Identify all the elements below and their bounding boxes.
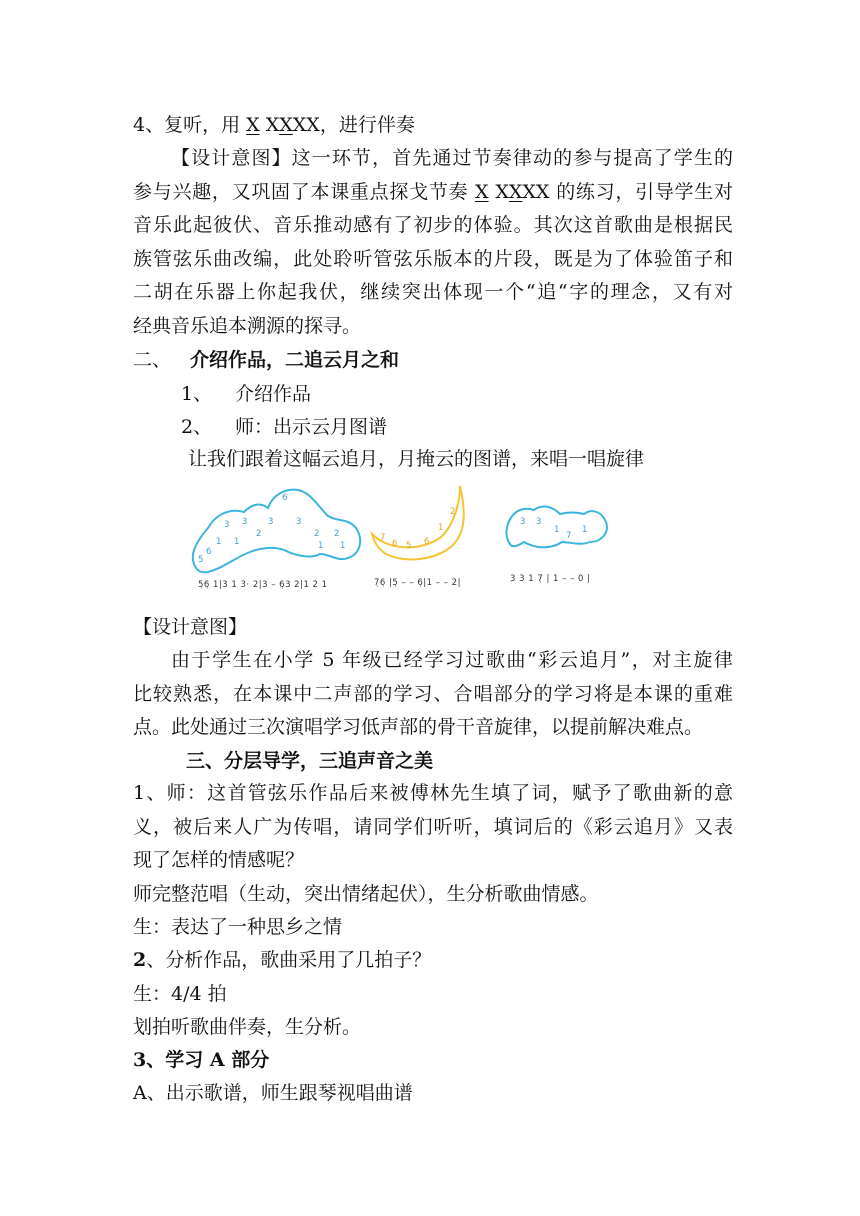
part-a-line: A、出示歌谱，师生跟琴视唱曲谱 — [133, 1082, 413, 1104]
design-intent-2-heading: 【设计意图】 — [133, 616, 248, 638]
diagram-digit: 6 — [206, 547, 212, 557]
diagram-digit: 6 — [282, 493, 288, 503]
section-2-number: 二、 — [133, 349, 172, 371]
diagram-digit: 6 — [392, 539, 398, 549]
notation-2: 7̣6̣ |5̣ – – 6̣|1 – – 2| — [374, 578, 461, 588]
diagram-digit: 1 — [216, 537, 222, 547]
rhythm-x: X — [246, 114, 260, 136]
section-2-intro: 让我们跟着这幅云追月，月掩云的图谱，来唱一唱旋律 — [188, 448, 645, 470]
rhythm-x-underlined: X — [279, 114, 293, 136]
student-answer-1: 生：表达了一种思乡之情 — [133, 916, 343, 938]
student-answer-2: 生：4/4 拍 — [133, 983, 227, 1005]
step-4-suffix: ，进行伴奏 — [319, 114, 415, 136]
teacher-question-1-line: 现了怎样的情感呢？ — [133, 849, 305, 871]
section-2-item: 2、 师：出示云月图谱 — [181, 416, 388, 438]
rhythm-x: X — [259, 114, 280, 136]
design-intent-1 — [133, 142, 733, 343]
diagram-digit: 7 — [566, 531, 572, 541]
diagram-digit: 3 — [224, 520, 230, 530]
design-intent-1-line: 经典音乐追本溯源的探寻。 — [133, 314, 362, 337]
diagram-digit: 1 — [554, 525, 560, 535]
diagram-digit: 3 — [268, 517, 274, 527]
diagram-digit: 2 — [450, 507, 456, 517]
cloud-moon-drawing — [188, 482, 628, 574]
diagram-digit: 3 — [296, 517, 302, 527]
diagram-digit: 1 — [318, 541, 324, 551]
question-2-line: 2、分析作品，歌曲采用了几拍子？ — [133, 949, 432, 971]
step-4-line — [133, 108, 415, 142]
diagram-digit: 3 — [242, 517, 248, 527]
notation-1: 5̣6̣ 1|3 1 3· 2|3 – 6̣3 2|1 2 1 — [198, 580, 328, 590]
diagram-digit: 6 — [424, 537, 430, 547]
notation-3: 3 3 1 7̣ | 1 – – 0 | — [510, 574, 591, 584]
section-3-heading: 三、分层导学，三追声音之美 — [186, 750, 434, 772]
design-intent-1-line: 【设计意图】这一环节，首先通过节奏律动的参与提高了学生的 — [171, 147, 733, 169]
diagram-digit: 1 — [340, 541, 346, 551]
diagram-digit: 3 — [520, 517, 526, 527]
diagram-digit: 1 — [438, 523, 444, 533]
cloud-moon-diagram — [188, 482, 628, 594]
diagram-digit: 2 — [314, 529, 320, 539]
section-2-title: 介绍作品，二追云月之和 — [190, 349, 400, 371]
teacher-demo-line: 师完整范唱（生动，突出情绪起伏），生分析歌曲情感。 — [133, 883, 599, 905]
rhythm-xx: XX — [292, 114, 320, 136]
beat-line: 划拍听歌曲伴奏，生分析。 — [133, 1016, 362, 1038]
step-3-heading: 3、学习 A 部分 — [133, 1049, 270, 1071]
teacher-question-1-line: 义，被后来人广为传唱，请同学们听听，填词后的《彩云追月》又表 — [133, 815, 733, 838]
section-2-heading — [133, 343, 400, 377]
diagram-digit: 5 — [198, 555, 204, 565]
design-intent-1-line: 二胡在乐器上你起我伏，继续突出体现一个“追“字的理念，又有对 — [133, 281, 733, 303]
design-intent-2-line: 比较熟悉，在本课中二声部的学习、合唱部分的学习将是本课的重难 — [133, 682, 733, 705]
design-intent-2-line: 点。此处通过三次演唱学习低声部的骨干音旋律，以提前解决难点。 — [133, 716, 704, 738]
design-intent-1-line: 音乐此起彼伏、音乐推动感有了初步的体验。其次这首歌曲是根据民 — [133, 214, 733, 236]
diagram-digit: 5 — [406, 541, 412, 551]
diagram-digit: 2 — [256, 529, 262, 539]
design-intent-2 — [133, 644, 733, 745]
design-intent-1-line: 族管弦乐曲改编，此处聆听管弦乐版本的片段，既是为了体验笛子和 — [133, 247, 733, 270]
section-2-item: 1、 介绍作品 — [181, 383, 312, 405]
diagram-digit: 1 — [582, 525, 588, 535]
step-4-prefix: 4、复听，用 — [133, 114, 247, 136]
teacher-question-1-line: 1、师：这首管弦乐作品后来被傅林先生填了词，赋予了歌曲新的意 — [133, 782, 733, 804]
diagram-digit: 7 — [380, 533, 386, 543]
diagram-digit: 2 — [334, 529, 340, 539]
teacher-question-1 — [133, 777, 733, 878]
design-intent-2-line: 由于学生在小学 5 年级已经学习过歌曲“彩云追月”，对主旋律 — [171, 649, 733, 671]
moon-shape — [372, 486, 464, 559]
diagram-digit: 1 — [234, 537, 240, 547]
design-intent-1-line: 参与兴趣，又巩固了本课重点探戈节奏 X XXXX 的练习，引导学生对 — [133, 180, 733, 203]
diagram-digit: 3 — [536, 517, 542, 527]
